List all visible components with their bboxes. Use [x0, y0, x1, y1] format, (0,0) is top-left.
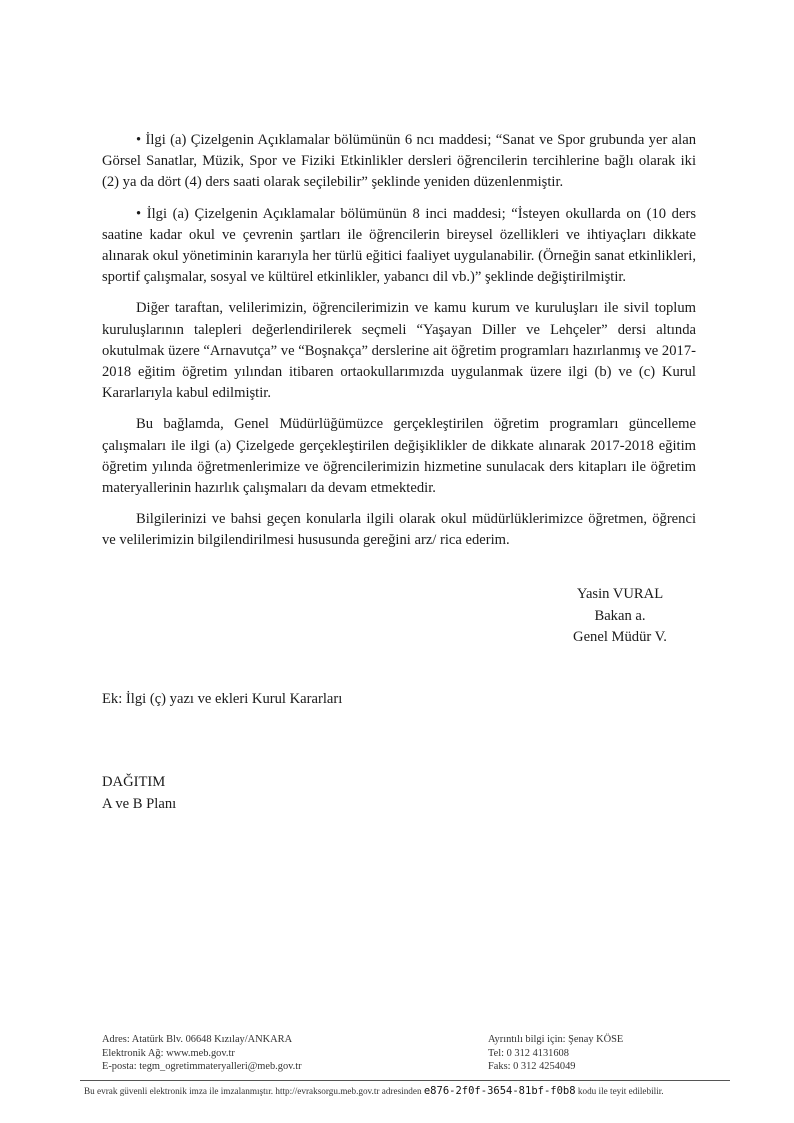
letter-body [102, 130, 696, 562]
footer-web: Elektronik Ağ: www.meb.gov.tr [102, 1047, 235, 1059]
signatory-name: Yasin VURAL [576, 586, 664, 602]
verification-prefix: Bu evrak güvenli elektronik imza ile imzalanmıştır. http://evraksorgu.meb.gov.tr adresinden [84, 1086, 422, 1096]
footer-contact-block [488, 1033, 623, 1074]
verification-suffix: kodu ile teyit edilebilir. [577, 1086, 664, 1096]
paragraph-item-8: • İlgi (a) Çizelgenin Açıklamalar bölümünün 8 inci maddesi; “İsteyen okullarda on (10 ders saatine kadar okul ve çevrenin şartları ile öğrencilerin bireysel özellikleri ve ihtiyaçları dikkate alınarak okul yönetiminin kararıyla her türlü eğitici faaliyet uygulanabilir. (Örneğin sanat etkinlikleri, sportif çalışmalar, sosyal ve kültürel etkinlikler, yabancı dil vb.)” şeklinde değiştirilmiştir. [102, 205, 696, 286]
signatory-title: Genel Müdür V. [573, 629, 667, 645]
distribution-block [102, 771, 176, 815]
attachment-line: Ek: İlgi (ç) yazı ve ekleri Kurul Kararları [102, 691, 343, 707]
distribution-item: A ve B Planı [102, 796, 177, 812]
footer-contact: Ayrıntılı bilgi için: Şenay KÖSE [488, 1034, 624, 1045]
distribution-heading: DAĞITIM [102, 774, 166, 790]
signature-block [540, 584, 700, 649]
footer-divider [80, 1080, 730, 1081]
paragraph-closing: Bilgilerinizi ve bahsi geçen konularla ilgili olarak okul müdürlüklerimizce öğretmen, öğrenci ve velilerimizin bilgilendirilmesi hususunda gereğini arz/ rica ederim. [102, 511, 696, 549]
footer-address: Adres: Atatürk Blv. 06648 Kızılay/ANKARA [102, 1034, 293, 1045]
verification-code: e876-2f0f-3654-81bf-f0b8 [423, 1085, 576, 1097]
footer-address-block [102, 1033, 302, 1074]
paragraph-context: Bu bağlamda, Genel Müdürlüğümüzce gerçekleştirilen öğretim programları güncelleme çalışmaları ile ilgi (a) Çizelgede gerçekleştirilen değişiklikler de dikkate alınarak 2017-2018 eğitim öğretim yılında öğretmenlerimize ve öğrencilerimizin hizmetine sunulacak ders kitapları ile öğretim materyallerinin hazırlık çalışmaları da devam etmektedir. [102, 416, 696, 497]
footer-email: E-posta: tegm_ogretimmateryalleri@meb.gov.tr [102, 1061, 302, 1072]
verification-line [84, 1085, 730, 1097]
paragraph-item-6: • İlgi (a) Çizelgenin Açıklamalar bölümünün 6 ncı maddesi; “Sanat ve Spor grubunda yer alan Görsel Sanatlar, Müzik, Spor ve Fiziki Etkinlikler dersleri öğrencilerin tercihlerine bağlı olarak iki (2) ya da dört (4) ders saati olarak seçilebilir” şeklinde yeniden düzenlenmiştir. [102, 132, 696, 191]
paragraph-language-courses: Diğer taraftan, velilerimizin, öğrencilerimizin ve kamu kurum ve kuruluşları ile sivil toplum kuruluşlarının talepleri değerlendirilerek seçmeli “Yaşayan Diller ve Lehçeler” dersi altında okutulmak üzere “Arnavutça” ve “Boşnakça” derslerine ait öğretim programları hazırlanmış ve 2017-2018 eğitim öğretim yılından itibaren ortaokullarımızda uygulanmak üzere ilgi (b) ve (c) Kurul Kararlarıyla kabul edilmiştir. [102, 300, 696, 402]
footer-phone: Tel: 0 312 4131608 [488, 1047, 569, 1059]
footer-fax: Faks: 0 312 4254049 [488, 1061, 576, 1072]
signatory-authority: Bakan a. [594, 607, 646, 624]
